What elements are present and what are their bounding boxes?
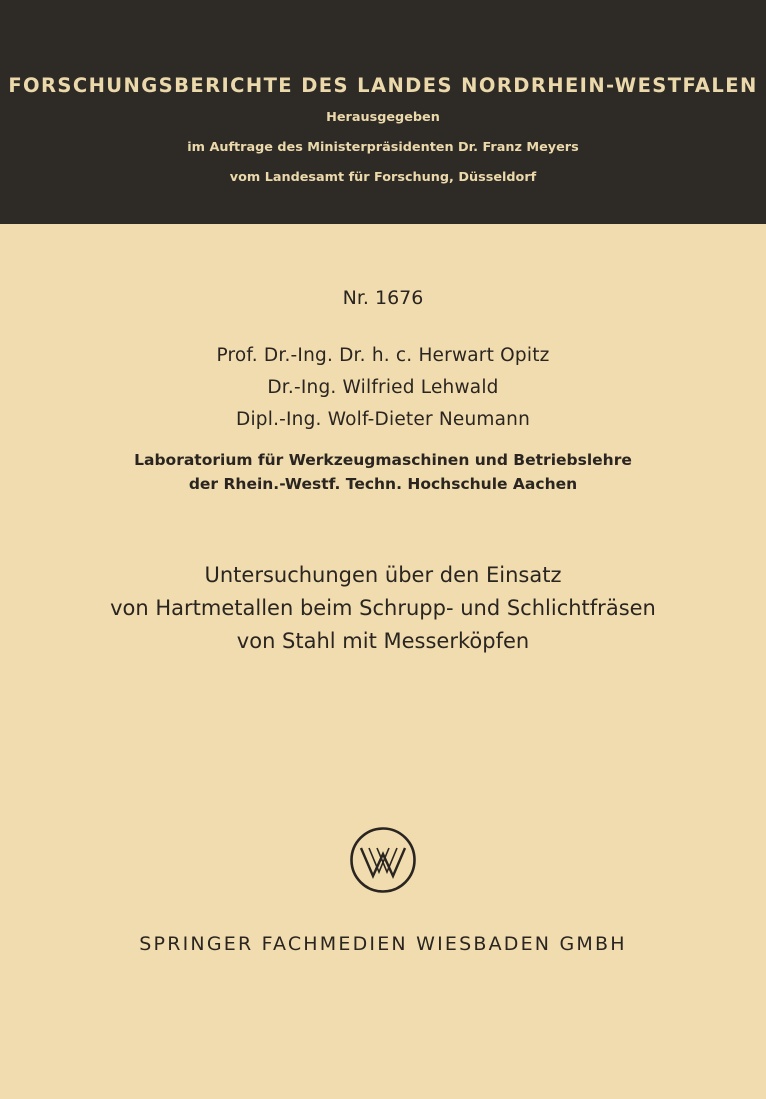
commission-note: im Auftrage des Ministerpräsidenten Dr. Franz Meyers	[187, 140, 579, 155]
springer-vw-logo-icon	[349, 826, 417, 894]
author-1: Prof. Dr.-Ing. Dr. h. c. Herwart Opitz	[216, 345, 550, 366]
title-line-3: von Stahl mit Messerköpfen	[236, 629, 530, 653]
series-title: FORSCHUNGSBERICHTE DES LANDES NORDRHEIN-WESTFALEN	[8, 74, 758, 97]
report-number: Nr. 1676	[342, 287, 424, 309]
editor-note: Herausgegeben	[326, 110, 440, 125]
institution-line-2: der Rhein.-Westf. Techn. Hochschule Aachen	[188, 475, 578, 493]
author-2: Dr.-Ing. Wilfried Lehwald	[267, 377, 499, 398]
publisher-name: SPRINGER FACHMEDIEN WIESBADEN GMBH	[139, 933, 627, 955]
header-band	[0, 0, 766, 224]
institution-line-1: Laboratorium für Werkzeugmaschinen und Betriebslehre	[134, 451, 632, 469]
title-line-1: Untersuchungen über den Einsatz	[204, 563, 562, 587]
author-3: Dipl.-Ing. Wolf-Dieter Neumann	[236, 409, 530, 430]
title-line-2: von Hartmetallen beim Schrupp- und Schlichtfräsen	[110, 596, 656, 620]
office-note: vom Landesamt für Forschung, Düsseldorf	[229, 170, 537, 185]
